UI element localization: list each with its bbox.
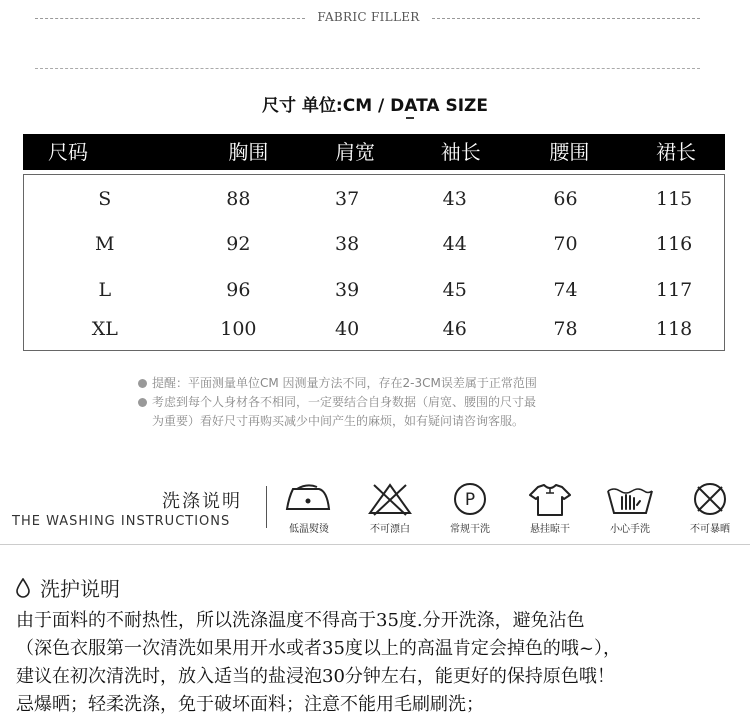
note-item xyxy=(138,393,618,412)
table-row xyxy=(24,184,724,214)
cell-bust: 92 xyxy=(226,233,251,255)
washing-divider xyxy=(266,486,267,528)
fabric-filler-title: FABRIC FILLER xyxy=(317,10,420,24)
cell-sleeve: 45 xyxy=(442,279,467,301)
svg-text:P: P xyxy=(464,490,476,510)
hand-wash-icon xyxy=(604,481,656,517)
cell-sleeve: 46 xyxy=(442,318,467,340)
wash-label: 低温熨烫 xyxy=(289,524,329,535)
header-line-right xyxy=(432,18,700,19)
cell-bust: 100 xyxy=(220,318,257,340)
no-sun-dry-icon xyxy=(684,481,736,517)
note-text: 为重要）看好尺寸再购买减少中间产生的麻烦，如有疑问请咨询客服。 xyxy=(152,414,525,428)
cell-size: M xyxy=(95,233,115,255)
header-line-left xyxy=(35,18,305,19)
care-heading-text: 洗护说明 xyxy=(40,577,120,601)
table-row xyxy=(24,275,724,305)
column-header-length: 裙长 xyxy=(656,140,697,164)
dashed-divider xyxy=(35,68,700,69)
care-heading xyxy=(16,573,120,602)
note-text: 提醒：平面测量单位CM 因测量方法不同，存在2-3CM误差属于正常范围 xyxy=(152,376,537,390)
wash-label: 小心手洗 xyxy=(610,524,650,535)
cell-bust: 96 xyxy=(226,279,251,301)
dry-clean-p-icon xyxy=(444,481,496,517)
table-row xyxy=(24,314,724,344)
column-header-waist: 腰围 xyxy=(549,140,590,164)
hang-dry-icon xyxy=(524,481,576,517)
column-header-shoulder: 肩宽 xyxy=(335,140,376,164)
fabric-filler-header xyxy=(0,8,750,30)
wash-label: 常规干洗 xyxy=(450,524,490,535)
iron-low-temp-icon xyxy=(283,481,335,517)
care-instructions xyxy=(16,607,746,719)
cell-waist: 78 xyxy=(553,318,578,340)
table-row xyxy=(24,229,724,259)
no-bleach-icon xyxy=(364,481,416,517)
note-text: 考虑到每个人身材各不相同，一定要结合自身数据（肩宽、腰围的尺寸最 xyxy=(152,395,537,409)
wash-item-hang xyxy=(518,481,582,535)
cell-bust: 88 xyxy=(226,188,251,210)
column-header-sleeve: 袖长 xyxy=(440,140,481,164)
wash-item-handwash xyxy=(598,481,662,535)
cell-sleeve: 43 xyxy=(442,188,467,210)
wash-label: 不可漂白 xyxy=(370,524,410,535)
care-line: （深色衣服第一次清洗如果用开水或者35度以上的高温肯定会掉色的哦~）， xyxy=(16,638,621,659)
cell-sleeve: 44 xyxy=(442,233,467,255)
size-table xyxy=(23,134,725,351)
cell-waist: 66 xyxy=(553,188,578,210)
care-line: 建议在初次清洗时，放入适当的盐浸泡30分钟左右，能更好的保持原色哦！ xyxy=(16,666,615,687)
care-line: 忌爆晒；轻柔洗涤，免于破坏面料；注意不能用毛刷刷洗； xyxy=(16,694,484,715)
bullet-icon xyxy=(138,379,147,388)
cell-shoulder: 37 xyxy=(334,188,360,210)
wash-item-bleach xyxy=(358,481,422,535)
cell-size: XL xyxy=(91,318,118,340)
wash-label: 悬挂晾干 xyxy=(530,524,570,535)
washing-title-cn: 洗涤说明 xyxy=(162,491,242,512)
size-chart-title: 尺寸 单位:CM / DATA SIZE xyxy=(262,96,488,116)
cell-length: 117 xyxy=(656,279,693,301)
wash-item-dryclean xyxy=(438,481,502,535)
size-table-body xyxy=(23,174,725,351)
measurement-notes xyxy=(138,374,618,431)
title-underline xyxy=(406,117,414,119)
note-item xyxy=(138,374,618,393)
wash-label: 不可暴晒 xyxy=(690,524,730,535)
cell-waist: 74 xyxy=(553,279,578,301)
cell-size: S xyxy=(98,188,112,210)
size-table-header xyxy=(23,134,725,170)
wash-item-sun xyxy=(678,481,742,535)
bullet-icon xyxy=(138,398,147,407)
column-header-bust: 胸围 xyxy=(228,140,269,164)
cell-length: 115 xyxy=(656,188,693,210)
cell-length: 118 xyxy=(656,318,693,340)
washing-title-en: THE WASHING INSTRUCTIONS xyxy=(12,514,231,529)
section-divider xyxy=(0,544,750,545)
column-header-size: 尺码 xyxy=(48,140,88,164)
cell-size: L xyxy=(98,279,112,301)
note-item-continued xyxy=(138,412,618,431)
wash-item-iron xyxy=(277,481,341,535)
cell-shoulder: 38 xyxy=(334,233,360,255)
cell-shoulder: 39 xyxy=(334,279,360,301)
cell-shoulder: 40 xyxy=(334,318,360,340)
cell-length: 116 xyxy=(656,233,693,255)
care-line: 由于面料的不耐热性，所以洗涤温度不得高于35度.分开洗涤，避免沾色 xyxy=(16,610,585,631)
cell-waist: 70 xyxy=(553,233,578,255)
water-drop-icon xyxy=(16,578,30,598)
